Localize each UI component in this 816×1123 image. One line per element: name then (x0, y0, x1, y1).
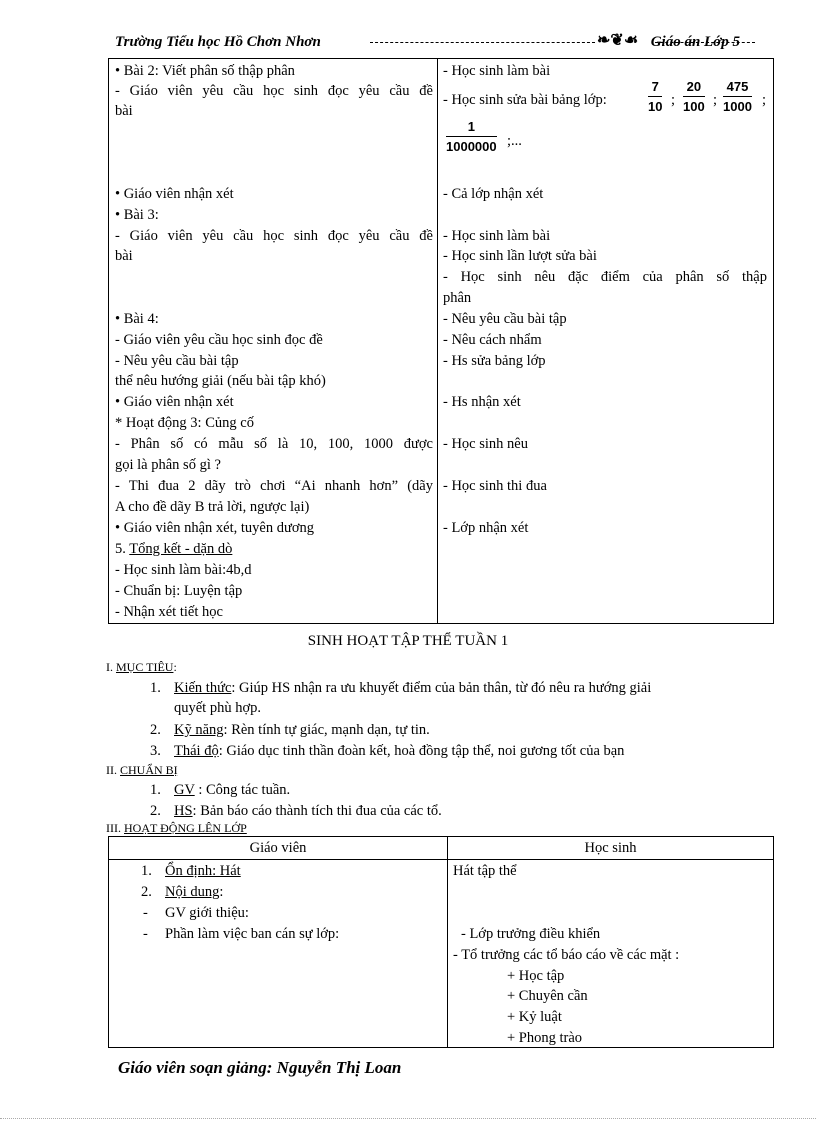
report-item: + Học tập (507, 968, 565, 984)
item-noi-dung: Nội dung: (165, 884, 224, 900)
left-line: * Hoạt động 3: Củng cố (115, 415, 254, 431)
teacher-signature: Giáo viên soạn giảng: Nguyễn Thị Loan (118, 1058, 402, 1077)
right-line: - Học sinh sửa bài bảng lớp: (443, 92, 607, 108)
left-line: - Thi đua 2 dãy trò chơi “Ai nhanh hơn” (dãy (115, 478, 433, 494)
prep-number: 1. (150, 782, 161, 798)
left-line: bài (115, 248, 133, 264)
left-line: A cho đề dãy B trả lời, ngược lại) (115, 499, 310, 515)
item-dash: - (143, 905, 148, 921)
section-title: SINH HOẠT TẬP THỂ TUẦN 1 (307, 633, 509, 649)
heading-activities: III. HOẠT ĐỘNG LÊN LỚP (106, 821, 247, 835)
right-line: - Học sinh lần lượt sửa bài (443, 248, 597, 264)
objective-item: Kỹ năng: Rèn tính tự giác, mạnh dạn, tự tin. (174, 722, 430, 738)
col-header-teacher: Giáo viên (249, 840, 307, 856)
objective-number: 3. (150, 743, 161, 759)
left-line: - Giáo viên yêu cầu học sinh đọc yêu cầu đề (115, 83, 433, 99)
prep-item: HS: Bản báo cáo thành tích thi đua của các tổ. (174, 803, 442, 819)
fraction: $\frac{20}{100}$ (683, 79, 705, 114)
heading-preparation: II. CHUẨN BỊ (106, 763, 178, 777)
left-line: bài (115, 103, 133, 119)
student-to-truong: - Tổ trưởng các tổ báo cáo về các mặt : (453, 947, 680, 963)
col-header-student: Học sinh (584, 840, 637, 856)
page-bottom-divider (0, 1118, 816, 1119)
fraction: $\frac{7}{10}$ (648, 79, 663, 114)
left-line: • Bài 2: Viết phân số thập phân (115, 63, 295, 79)
fraction: $\frac{1}{1000000}$ (446, 119, 497, 154)
right-line: - Học sinh làm bài (443, 63, 551, 79)
left-line: - Giáo viên yêu cầu học sinh đọc đề (115, 332, 323, 348)
report-item: + Phong trào (507, 1030, 583, 1046)
objective-item: Kiến thức: Giúp HS nhận ra ưu khuyết điểm của bản thân, từ đó nêu ra hướng giải (174, 680, 652, 696)
prep-number: 2. (150, 803, 161, 819)
right-line: ;... (507, 133, 522, 149)
objective-continuation: quyết phù hợp. (174, 700, 262, 716)
left-line: thể nêu hướng giải (nếu bài tập khó) (115, 373, 326, 389)
right-line: - Hs sửa bảng lớp (443, 353, 546, 369)
left-line: gọi là phân số gì ? (115, 457, 221, 473)
table-divider (447, 837, 448, 1047)
item-number: 1. (141, 863, 152, 879)
left-line: - Phân số có mẫu số là 10, 100, 1000 được (115, 436, 433, 452)
ornament-icon: ❧❦☙ (597, 32, 639, 49)
left-line: - Học sinh làm bài:4b,d (115, 562, 252, 578)
right-line: - Nêu yêu cầu bài tập (443, 311, 567, 327)
left-line: - Nhận xét tiết học (115, 604, 223, 620)
fraction: $\frac{475}{1000}$ (723, 79, 752, 114)
summary-title: Tổng kết - dặn dò (129, 541, 233, 557)
left-line: • Giáo viên nhận xét (115, 186, 234, 202)
item-gv: GV giới thiệu: (165, 905, 249, 921)
objective-item: Thái độ: Giáo dục tinh thần đoàn kết, hoà đồng tập thể, noi gương tốt của bạn (174, 743, 625, 759)
item-dash: - (143, 926, 148, 942)
right-line: - Học sinh làm bài (443, 228, 551, 244)
right-line: - Lớp nhận xét (443, 520, 529, 536)
school-name: Trường Tiểu học Hồ Chơn Nhơn (115, 34, 321, 50)
activity-table (108, 836, 774, 1048)
lesson-plan-label: Giáo án Lớp 5 (650, 34, 740, 50)
table-header-line (109, 859, 773, 860)
right-line: - Học sinh thi đua (443, 478, 547, 494)
right-line: - Nêu cách nhẩm (443, 332, 542, 348)
fraction-separator: ; (671, 92, 676, 108)
left-line: • Giáo viên nhận xét, tuyên dương (115, 520, 314, 536)
fraction-separator: ; (713, 92, 718, 108)
prep-item: GV : Công tác tuần. (174, 782, 291, 798)
student-hat: Hát tập thể (453, 863, 517, 879)
left-line: • Bài 3: (115, 207, 159, 223)
right-line: phân (443, 290, 472, 306)
right-line: - Hs nhận xét (443, 394, 521, 410)
header-dash-left (370, 42, 595, 43)
item-on-dinh: Ổn định: Hát (165, 863, 241, 879)
objective-number: 2. (150, 722, 161, 738)
item-phan: Phần làm việc ban cán sự lớp: (165, 926, 340, 942)
summary-number: 5. (115, 541, 126, 557)
left-line: - Giáo viên yêu cầu học sinh đọc yêu cầu đề (115, 228, 433, 244)
table-divider (437, 59, 438, 623)
heading-objectives: I. MỤC TIÊU: (106, 660, 177, 674)
summary-heading (115, 539, 433, 559)
report-item: + Kỷ luật (507, 1009, 562, 1025)
lesson-table (108, 58, 774, 624)
report-item: + Chuyên cần (507, 988, 588, 1004)
item-number: 2. (141, 884, 152, 900)
left-line: - Nêu yêu cầu bài tập (115, 353, 239, 369)
right-line: - Học sinh nêu (443, 436, 528, 452)
left-line: • Giáo viên nhận xét (115, 394, 234, 410)
page-header (115, 30, 740, 56)
left-line: - Chuẩn bị: Luyện tập (115, 583, 243, 599)
left-line: • Bài 4: (115, 311, 159, 327)
student-lop-truong: - Lớp trưởng điều khiển (461, 926, 601, 942)
right-line: - Cả lớp nhận xét (443, 186, 544, 202)
fraction-separator: ; (762, 92, 767, 108)
objective-number: 1. (150, 680, 161, 696)
right-line: - Học sinh nêu đặc điểm của phân số thập (443, 269, 767, 285)
